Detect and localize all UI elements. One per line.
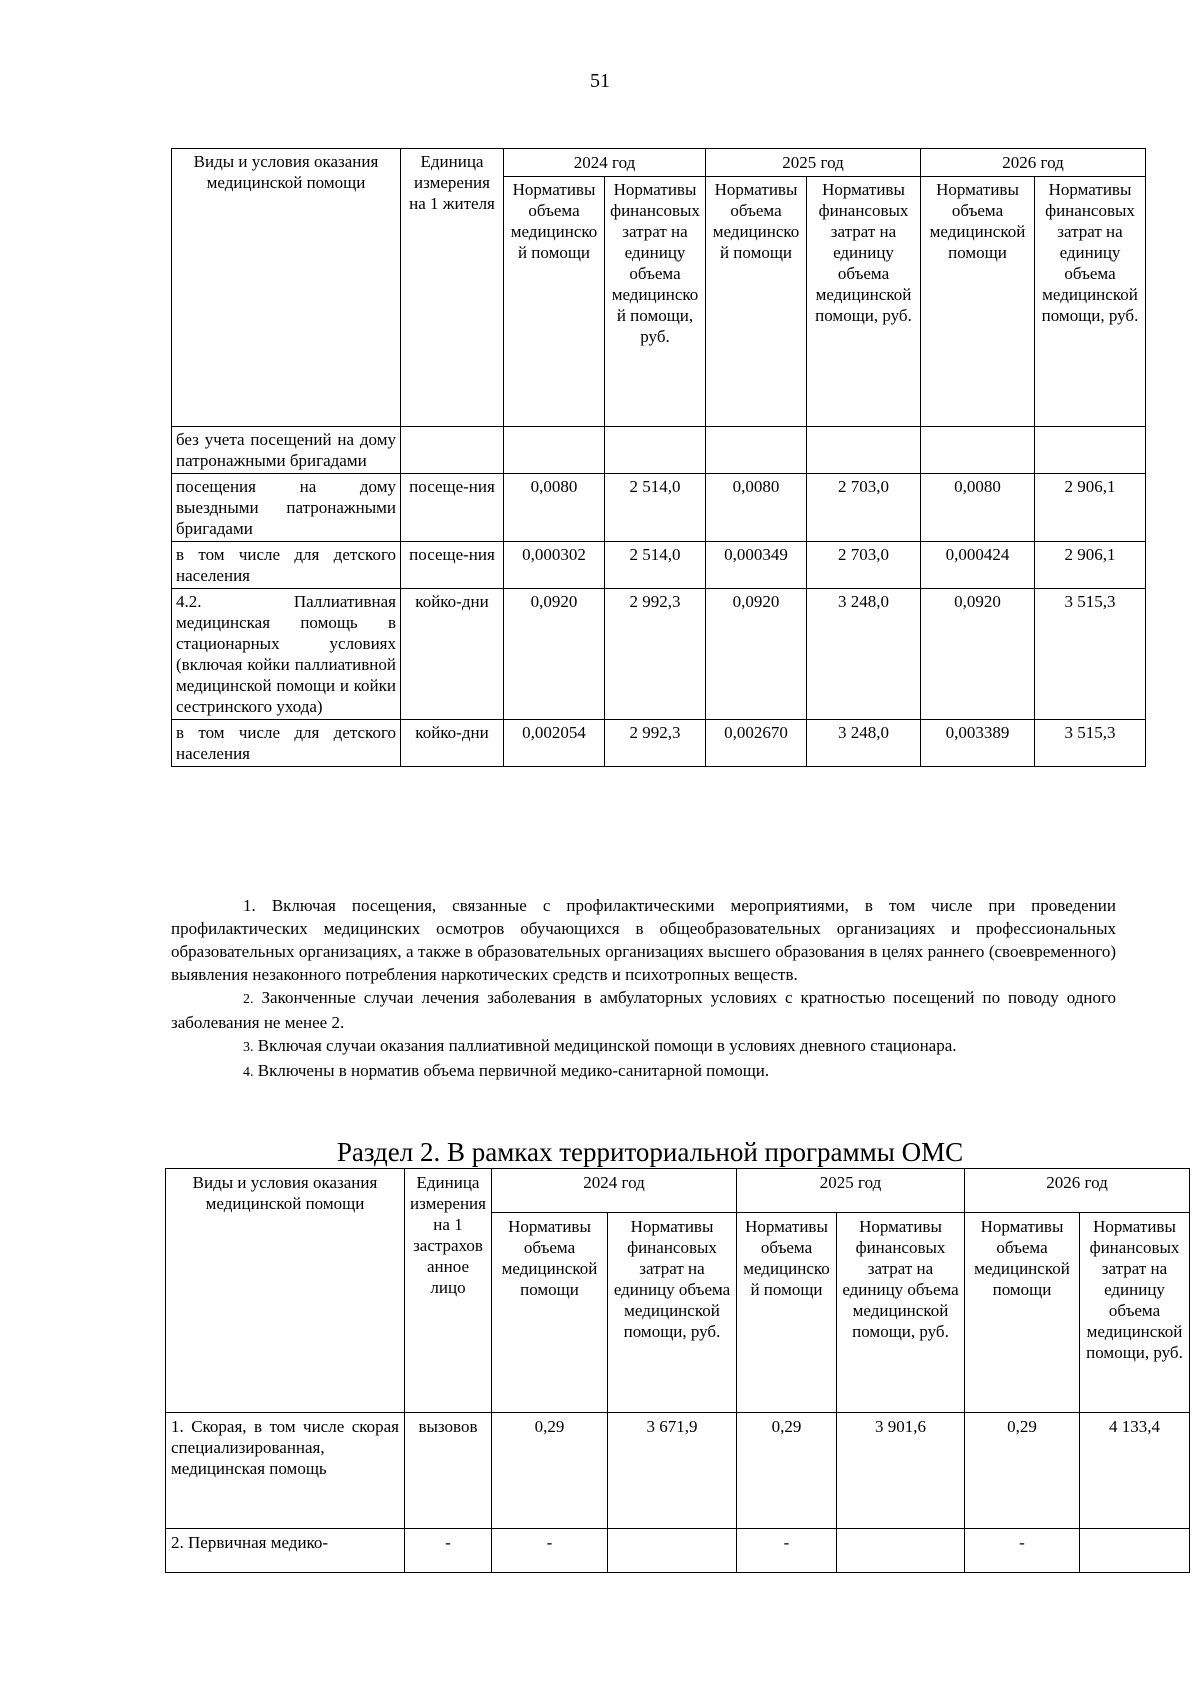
- row-unit: койко-дни: [401, 720, 504, 767]
- row-label: в том числе для детского населения: [172, 720, 401, 767]
- row-label: без учета посещений на дому патронажными бригадами: [172, 427, 401, 474]
- subheader-cell: Нормативы финансовых затрат на единицу объема медицинской помощи, руб.: [1080, 1213, 1190, 1413]
- row-value: 0,0920: [921, 589, 1035, 720]
- header-year: 2024 год: [492, 1169, 737, 1213]
- row-value: 3 248,0: [807, 589, 921, 720]
- header-unit: Единица измерения на 1 застрахованное лицо: [405, 1169, 492, 1413]
- table-row: [166, 1413, 1190, 1529]
- subheader-cell: Нормативы объема медицинской помощи: [965, 1213, 1080, 1413]
- table-section2: [165, 1168, 1190, 1573]
- footnote: [171, 894, 1116, 986]
- footnote-number: 1.: [243, 896, 256, 915]
- row-value: 0,000349: [706, 542, 807, 589]
- row-value: [605, 427, 706, 474]
- table-section1-continued: [171, 148, 1146, 767]
- row-value: 0,000302: [504, 542, 605, 589]
- row-unit: [401, 427, 504, 474]
- header-year: 2024 год: [504, 149, 706, 177]
- footnote-number: 2.: [243, 992, 254, 1007]
- subheader-cell: Нормативы объема медицинской помощи: [492, 1213, 608, 1413]
- footnote-text: Включены в норматив объема первичной медико-санитарной помощи.: [257, 1061, 770, 1080]
- row-value: 0,29: [492, 1413, 608, 1529]
- row-unit: -: [405, 1529, 492, 1573]
- subheader-cell: Нормативы финансовых затрат на единицу объема медицинской помощи, руб.: [837, 1213, 965, 1413]
- row-label: в том числе для детского населения: [172, 542, 401, 589]
- footnote: [171, 986, 1116, 1034]
- row-value: 0,0080: [504, 474, 605, 542]
- row-unit: посеще-ния: [401, 542, 504, 589]
- row-value: 3 515,3: [1035, 589, 1146, 720]
- row-value: 2 703,0: [807, 542, 921, 589]
- row-value: 0,0920: [706, 589, 807, 720]
- row-value: [504, 427, 605, 474]
- subheader-cell: Нормативы объема медицинской помощи: [706, 177, 807, 427]
- row-value: -: [737, 1529, 837, 1573]
- table-row: [166, 1529, 1190, 1573]
- row-value: [1035, 427, 1146, 474]
- row-value: 2 514,0: [605, 542, 706, 589]
- row-value: 0,003389: [921, 720, 1035, 767]
- row-unit: посеще-ния: [401, 474, 504, 542]
- header-type: Виды и условия оказания медицинской помощи: [166, 1169, 405, 1413]
- table-header-row: [172, 149, 1146, 177]
- table-row: [172, 474, 1146, 542]
- row-value: [921, 427, 1035, 474]
- row-value: 0,002670: [706, 720, 807, 767]
- row-label: 4.2. Паллиативная медицинская помощь в стационарных условиях (включая койки паллиативной медицинской помощи и койки сестринского ухода): [172, 589, 401, 720]
- row-value: [608, 1529, 737, 1573]
- row-value: -: [492, 1529, 608, 1573]
- subheader-cell: Нормативы финансовых затрат на единицу объема медицинской помощи, руб.: [807, 177, 921, 427]
- row-value: [706, 427, 807, 474]
- row-value: 3 671,9: [608, 1413, 737, 1529]
- row-value: 0,0920: [504, 589, 605, 720]
- header-year: 2026 год: [965, 1169, 1190, 1213]
- table-row: [172, 427, 1146, 474]
- row-value: 2 906,1: [1035, 542, 1146, 589]
- subheader-cell: Нормативы финансовых затрат на единицу объема медицинской помощи, руб.: [1035, 177, 1146, 427]
- row-value: 3 515,3: [1035, 720, 1146, 767]
- row-value: [837, 1529, 965, 1573]
- table-row: [172, 720, 1146, 767]
- row-value: 2 906,1: [1035, 474, 1146, 542]
- footnote-number: 3.: [243, 1040, 254, 1055]
- subheader-cell: Нормативы объема медицинской помощи: [737, 1213, 837, 1413]
- page-number: 51: [590, 70, 610, 92]
- row-value: [1080, 1529, 1190, 1573]
- footnote: [171, 1034, 1116, 1059]
- footnote-text: Включая посещения, связанные с профилактическими мероприятиями, в том числе при проведении профилактических медицинских осмотров обучающихся в общеобразовательных организациях и профессиональных образовательных организациях, а также в образовательных организациях высшего образования в целях раннего (своевременного) выявления незаконного потребления наркотических средств и психотропных веществ.: [171, 896, 1117, 984]
- row-value: 0,000424: [921, 542, 1035, 589]
- row-label: посещения на дому выездными патронажными бригадами: [172, 474, 401, 542]
- header-unit: Единица измерения на 1 жителя: [401, 149, 504, 427]
- row-value: 0,0080: [921, 474, 1035, 542]
- row-unit: койко-дни: [401, 589, 504, 720]
- header-year: 2026 год: [921, 149, 1146, 177]
- table-header-row: [166, 1169, 1190, 1213]
- row-value: 2 992,3: [605, 720, 706, 767]
- row-value: 0,0080: [706, 474, 807, 542]
- footnote-number: 4.: [243, 1065, 254, 1080]
- subheader-cell: Нормативы финансовых затрат на единицу объема медицинской помощи, руб.: [605, 177, 706, 427]
- footnote: [171, 1059, 1116, 1084]
- section-title: Раздел 2. В рамках территориальной программы ОМС: [336, 1137, 964, 1167]
- subheader-cell: Нормативы объема медицинской помощи: [921, 177, 1035, 427]
- row-label: 1. Скорая, в том числе скорая специализированная, медицинская помощь: [166, 1413, 405, 1529]
- row-value: 0,29: [737, 1413, 837, 1529]
- row-value: 3 248,0: [807, 720, 921, 767]
- row-value: 2 992,3: [605, 589, 706, 720]
- row-value: 4 133,4: [1080, 1413, 1190, 1529]
- row-value: [807, 427, 921, 474]
- table-row: [172, 589, 1146, 720]
- row-label: 2. Первичная медико-: [166, 1529, 405, 1573]
- subheader-cell: Нормативы объема медицинской помощи: [504, 177, 605, 427]
- row-unit: вызовов: [405, 1413, 492, 1529]
- row-value: 3 901,6: [837, 1413, 965, 1529]
- header-year: 2025 год: [737, 1169, 965, 1213]
- header-year: 2025 год: [706, 149, 921, 177]
- footnote-text: Включая случаи оказания паллиативной медицинской помощи в условиях дневного стационара.: [257, 1036, 957, 1055]
- header-type: Виды и условия оказания медицинской помощи: [172, 149, 401, 427]
- row-value: 0,29: [965, 1413, 1080, 1529]
- row-value: 0,002054: [504, 720, 605, 767]
- footnotes: [171, 894, 1116, 1084]
- footnote-text: Законченные случаи лечения заболевания в амбулаторных условиях с кратностью посещений по поводу одного заболевания не менее 2.: [171, 988, 1117, 1032]
- row-value: 2 703,0: [807, 474, 921, 542]
- subheader-cell: Нормативы финансовых затрат на единицу объема медицинской помощи, руб.: [608, 1213, 737, 1413]
- row-value: 2 514,0: [605, 474, 706, 542]
- row-value: -: [965, 1529, 1080, 1573]
- table-row: [172, 542, 1146, 589]
